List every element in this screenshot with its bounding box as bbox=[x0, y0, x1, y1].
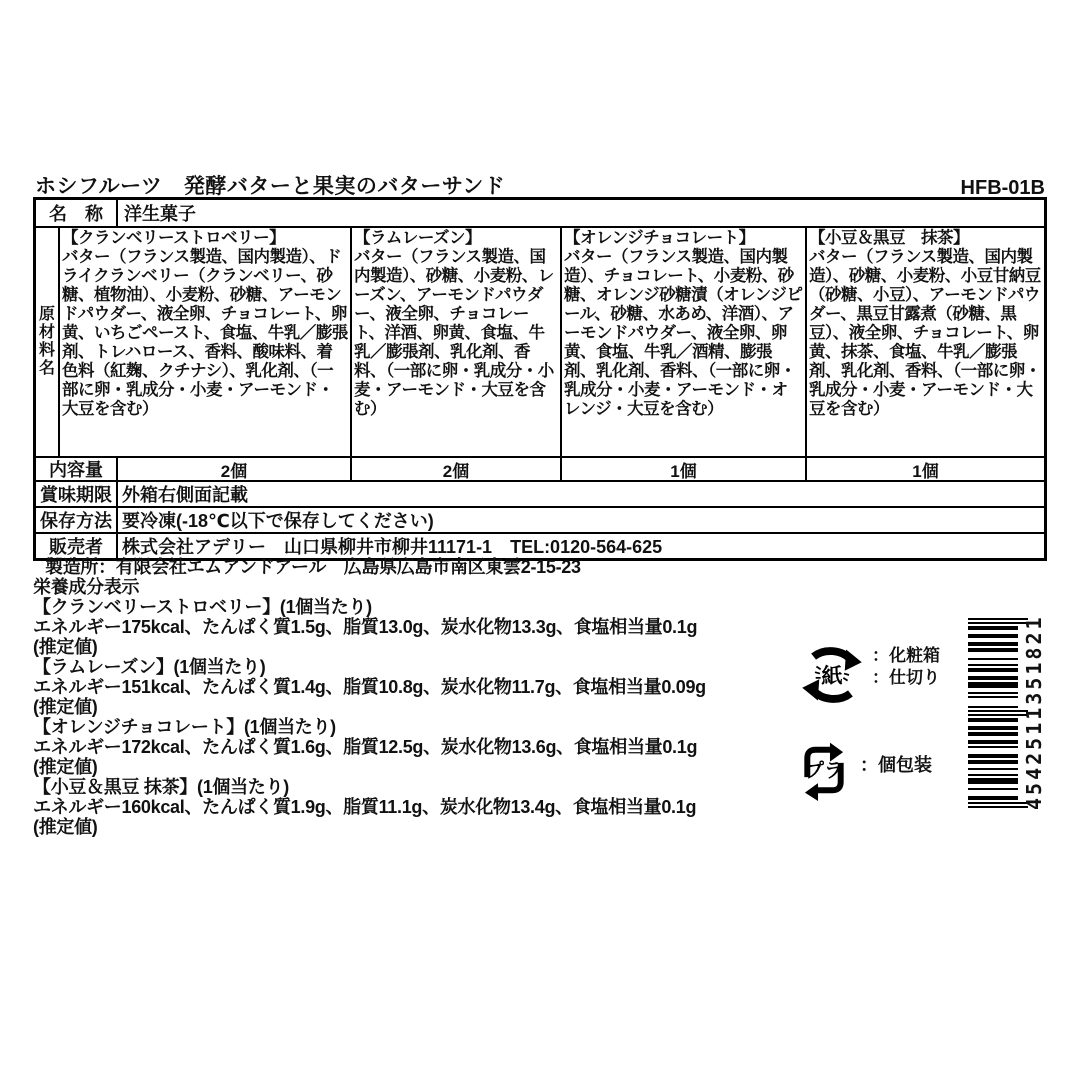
flavor-ingredients: バター（フランス製造、国内製造）、砂糖、小麦粉、レーズン、アーモンドパウダー、液全卵、チョコレート、洋酒、卵黄、食塩、牛乳／膨張剤、乳化剤、香料、（一部に卵・乳成分・小麦・アーモンド・大豆を含む） bbox=[354, 248, 554, 418]
product-title: ホシフルーツ 発酵バターと果実のバターサンド bbox=[35, 175, 506, 198]
expiry-value: 外箱右側面記載 bbox=[116, 482, 1044, 506]
flavor-header: 【オレンジチョコレート】 bbox=[564, 229, 755, 247]
ingredients-rum-raisin bbox=[350, 228, 560, 456]
nutrition-entry-note: (推定値) bbox=[33, 757, 98, 777]
storage-value: 要冷凍(-18℃以下で保存してください) bbox=[116, 508, 1044, 532]
table-row-quantity bbox=[36, 456, 1044, 480]
svg-text:プラ: プラ bbox=[804, 760, 844, 783]
nutrition-entry-name: 【オレンジチョコレート】(1個当たり) bbox=[33, 717, 336, 737]
product-code: HFB-01B bbox=[960, 177, 1045, 199]
paper-item-box: ：化粧箱 bbox=[872, 646, 940, 665]
table-row-storage bbox=[36, 506, 1044, 532]
quantity-label: 内容量 bbox=[49, 460, 103, 480]
nutrition-entry-note: (推定値) bbox=[33, 697, 98, 717]
nutrition-section bbox=[33, 557, 745, 837]
nutrition-entry-values: エネルギー172kcal、たんぱく質1.6g、脂質12.5g、炭水化物13.6g、食塩相当量0.1g bbox=[33, 737, 698, 757]
flavor-ingredients: バター（フランス製造、国内製造）、ドライクランベリー（クランベリー、砂糖、植物油）、小麦粉、砂糖、アーモンドパウダー、液全卵、チョコレート、卵黄、いちごペースト、食塩、牛乳／膨張剤、トレハロース、香料、酸味料、着色料（紅麹、クチナシ）、乳化剤、（一部に卵・乳成分・小麦・アーモンド・大豆を含む） bbox=[62, 248, 348, 418]
seller-value: 株式会社アデリー 山口県柳井市柳井11171-1 TEL:0120-564-625 bbox=[116, 534, 1044, 558]
flavor-ingredients: バター（フランス製造、国内製造）、チョコレート、小麦粉、砂糖、オレンジ砂糖漬（オレンジピール、砂糖、水あめ、洋酒）、アーモンドパウダー、液全卵、卵黄、食塩、牛乳／酒精、膨張剤、乳化剤、香料、（一部に卵・乳成分・小麦・アーモンド・オレンジ・大豆を含む） bbox=[564, 248, 803, 418]
flavor-header: 【ラムレーズン】 bbox=[354, 229, 482, 247]
flavor-ingredients: バター（フランス製造、国内製造）、砂糖、小麦粉、小豆甘納豆（砂糖、小豆）、アーモンドパウダー、黒豆甘露煮（砂糖、黒豆）、液全卵、チョコレート、卵黄、抹茶、食塩、牛乳／膨張剤、乳化剤、香料、（一部に卵・乳成分・小麦・アーモンド・大豆を含む） bbox=[809, 248, 1041, 418]
nutrition-entry-values: エネルギー160kcal、たんぱく質1.9g、脂質11.1g、炭水化物13.4g、食塩相当量0.1g bbox=[33, 797, 697, 817]
nutrition-entry-name: 【小豆＆黒豆 抹茶】(1個当たり) bbox=[33, 777, 289, 797]
paper-recycling-labels bbox=[872, 645, 940, 689]
label-table bbox=[33, 197, 1047, 561]
table-row-name bbox=[36, 200, 1044, 226]
paper-recycling-icon bbox=[796, 641, 868, 714]
expiry-label: 賞味期限 bbox=[40, 485, 112, 505]
svg-text:紙: 紙 bbox=[821, 663, 843, 689]
quantity-cranberry-strawberry: 2個 bbox=[116, 458, 350, 480]
nutrition-entry-values: エネルギー151kcal、たんぱく質1.4g、脂質10.8g、炭水化物11.7g、食塩相当量0.09g bbox=[33, 677, 706, 697]
flavor-header: 【小豆＆黒豆 抹茶】 bbox=[809, 229, 969, 247]
nutrition-entry-name: 【ラムレーズン】(1個当たり) bbox=[33, 657, 266, 677]
plastic-recycling-label: ：個包装 bbox=[860, 755, 932, 775]
name-label: 名 称 bbox=[49, 204, 103, 224]
plastic-recycling-icon bbox=[794, 739, 854, 806]
quantity-orange-chocolate: 1個 bbox=[560, 458, 805, 480]
ingredients-cranberry-strawberry bbox=[58, 228, 350, 456]
ingredients-orange-chocolate bbox=[560, 228, 805, 456]
table-row-ingredients bbox=[36, 226, 1044, 456]
nutrition-entry-note: (推定値) bbox=[33, 817, 98, 837]
table-row-expiry bbox=[36, 480, 1044, 506]
barcode bbox=[968, 618, 1028, 808]
paper-item-divider: ：仕切り bbox=[872, 668, 940, 687]
storage-label: 保存方法 bbox=[40, 511, 112, 531]
nutrition-entry-values: エネルギー175kcal、たんぱく質1.5g、脂質13.0g、炭水化物13.3g、食塩相当量0.1g bbox=[33, 617, 698, 637]
quantity-azuki-kuromame-matcha: 1個 bbox=[805, 458, 1044, 480]
ingredients-label: 原材料名 bbox=[38, 306, 55, 377]
nutrition-heading: 栄養成分表示 bbox=[33, 577, 140, 597]
flavor-header: 【クランベリーストロベリー】 bbox=[62, 229, 286, 247]
barcode-number: 4542511351821 bbox=[1022, 614, 1046, 810]
quantity-rum-raisin: 2個 bbox=[350, 458, 560, 480]
header-row bbox=[35, 170, 1045, 200]
table-row-seller bbox=[36, 532, 1044, 558]
seller-label: 販売者 bbox=[49, 537, 103, 557]
ingredients-azuki-kuromame-matcha bbox=[805, 228, 1044, 456]
nutrition-entry-name: 【クランベリーストロベリー】(1個当たり) bbox=[33, 597, 372, 617]
nutrition-entry-note: (推定値) bbox=[33, 637, 98, 657]
name-value: 洋生菓子 bbox=[116, 200, 1044, 226]
manufacturer-line: 製造所：有限会社エムアンドアール 広島県広島市南区東雲2-15-23 bbox=[45, 557, 581, 577]
